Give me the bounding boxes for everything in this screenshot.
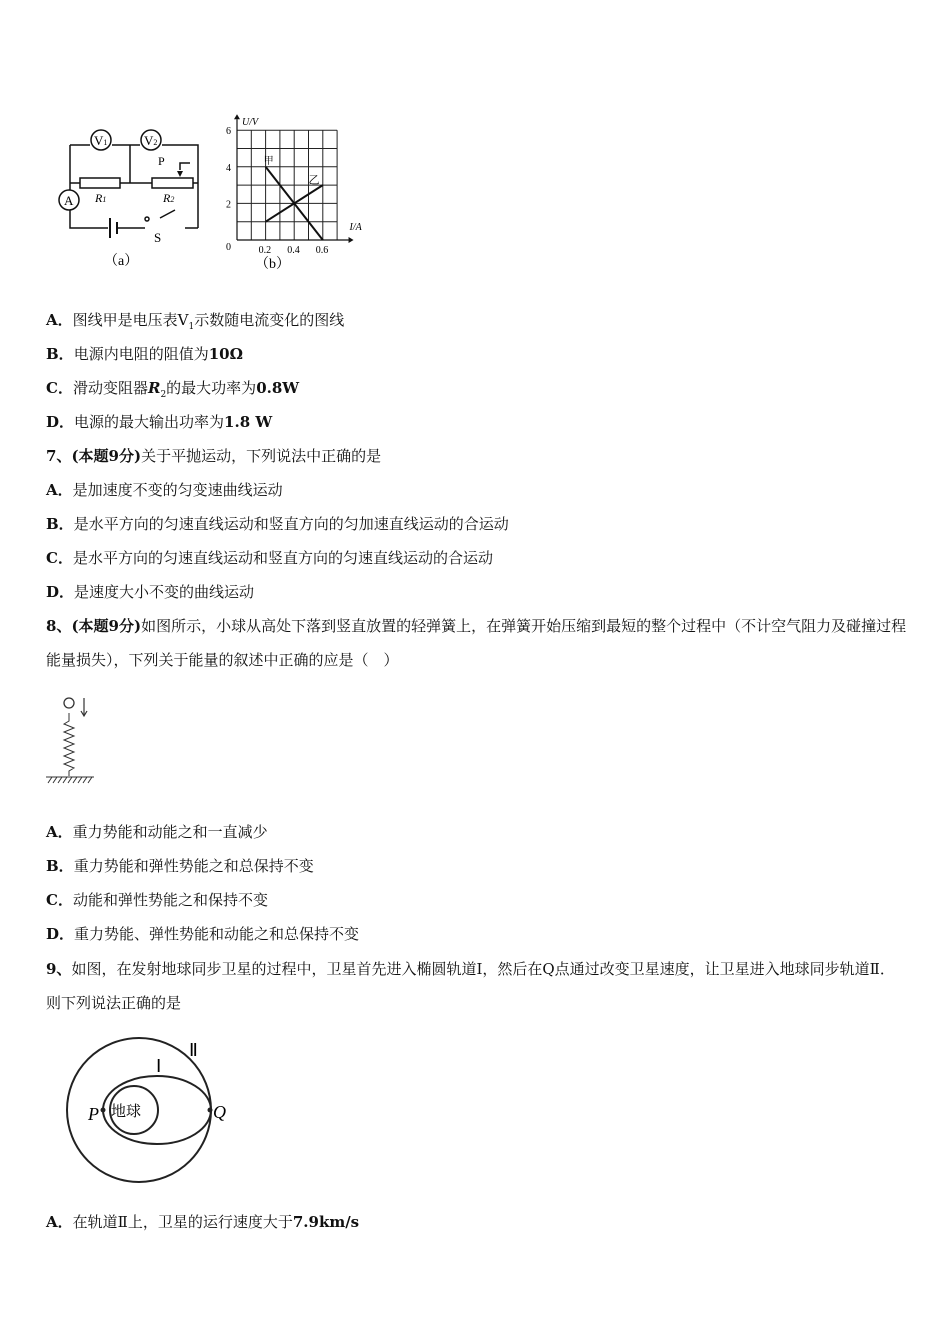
q8-option-b: B．重力势能和弹性势能之和总保持不变 (46, 857, 314, 875)
x-tick-label: 0.6 (315, 245, 329, 256)
q6-option-c: C．滑动变阻器$R_2$的最大功率为0.8W (46, 379, 300, 400)
y-axis-arrow (234, 114, 240, 119)
orbit-1-label: Ⅰ (156, 1056, 162, 1076)
switch-label: S (154, 230, 162, 245)
q7-option-a: A．是加速度不变的匀变速曲线运动 (46, 481, 283, 499)
series-label-jia: 甲 (263, 155, 274, 167)
q7-option-c: C．是水平方向的匀速直线运动和竖直方向的匀速直线运动的合运动 (46, 549, 493, 567)
q9-stem: 9、如图，在发射地球同步卫星的过程中，卫星首先进入椭圆轨道Ⅰ，然后在Q点通过改变卫星速度，让卫星进入地球同步轨道Ⅱ．则下列说法正确的是 (46, 960, 895, 1012)
q8-stem: 8、(本题9分)如图所示，小球从高处下落到竖直放置的轻弹簧上，在弹簧开始压缩到最短的整个过程中（不计空气阻力及碰撞过程能量损失），下列关于能量的叙述中正确的应是（ ） (46, 617, 907, 669)
earth-label: 地球 (111, 1104, 142, 1120)
r1-label: R1 (95, 191, 107, 205)
figure-b-caption: （b） (255, 257, 290, 272)
y-tick-label: 4 (226, 162, 231, 174)
q8-option-a: A．重力势能和动能之和一直减少 (46, 823, 268, 841)
point-p-label: P (88, 1104, 99, 1124)
x-axis-label: I/A (349, 222, 362, 233)
y-tick-label: 6 (226, 126, 231, 138)
origin-label: 0 (226, 242, 231, 253)
ammeter-label: A (64, 193, 74, 208)
q6-option-b: B．电源内电阻的阻值为10Ω (46, 345, 243, 363)
y-tick-label: 2 (226, 199, 231, 211)
x-tick-label: 0.4 (287, 245, 300, 256)
q8-option-c: C．动能和弹性势能之和保持不变 (46, 891, 268, 909)
x-tick-label: 0.2 (258, 245, 272, 256)
slider-p-label: P (158, 154, 165, 168)
figure-a-caption: （a） (104, 254, 139, 269)
orbit-figure (44, 1032, 244, 1192)
voltmeter-v2-label: V2 (144, 133, 158, 148)
q6-option-a: A．图线甲是电压表$V_1$示数随电流变化的图线 (46, 311, 345, 332)
ui-graph (200, 110, 370, 275)
orbit-2-label: Ⅱ (189, 1040, 198, 1060)
q9-option-a: A．在轨道Ⅱ上，卫星的运行速度大于7.9km/s (46, 1213, 360, 1231)
voltmeter-v1-label: V1 (94, 133, 108, 148)
q8-option-d: D．重力势能、弹性势能和动能之和总保持不变 (46, 925, 360, 943)
r2-label: R2 (163, 191, 175, 205)
q7-stem: 7、(本题9分)关于平抛运动，下列说法中正确的是 (46, 447, 382, 465)
x-axis-arrow (349, 237, 354, 243)
series-label-yi: 乙 (308, 174, 320, 187)
q7-option-b: B．是水平方向的匀速直线运动和竖直方向的匀加速直线运动的合运动 (46, 515, 509, 533)
y-axis-label: U/V (242, 117, 259, 129)
q6-option-d: D．电源的最大输出功率为1.8 W (46, 413, 273, 431)
q7-option-d: D．是速度大小不变的曲线运动 (46, 583, 255, 601)
point-q-label: Q (213, 1102, 226, 1122)
spring-ball-figure (44, 693, 99, 788)
